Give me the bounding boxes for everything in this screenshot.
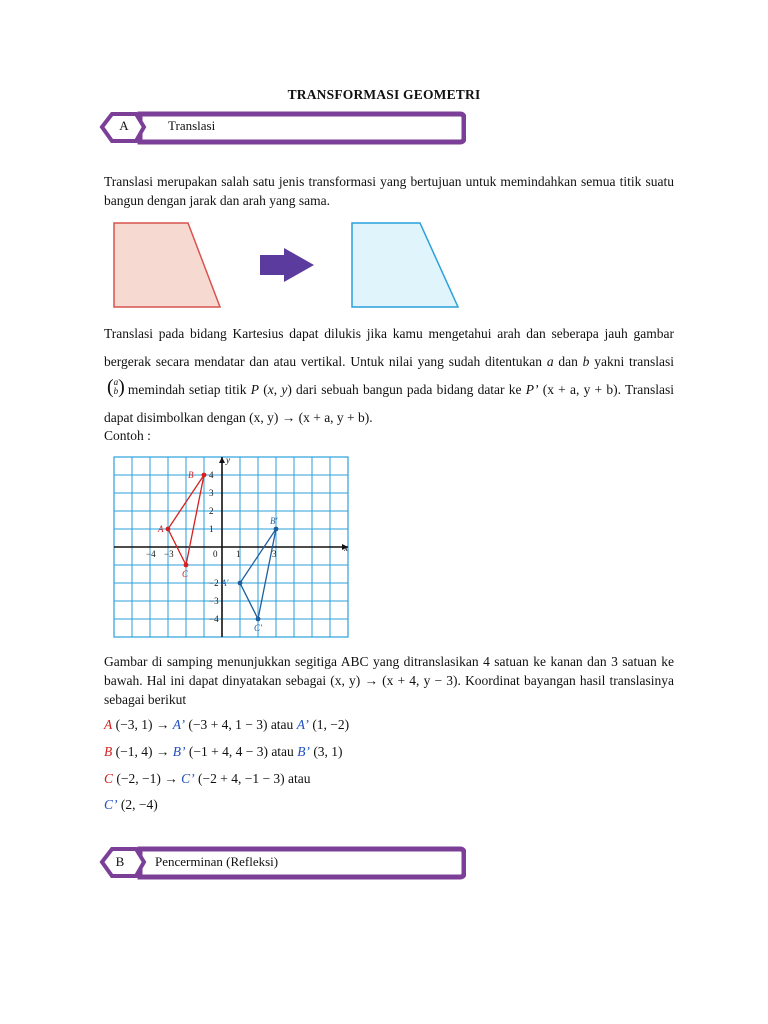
x-tick-label: 0 [213, 549, 218, 559]
x-tick-label: −4 [146, 549, 156, 559]
intro-paragraph: Translasi merupakan salah satu jenis transformasi yang bertujuan untuk memindahkan semua titik suatu bangun dengan jarak dan arah yang sama. [104, 174, 674, 208]
vertex-point [202, 473, 207, 478]
example-label: Contoh : [104, 428, 151, 443]
y-tick-label: 3 [209, 488, 214, 498]
coord-line-c-prime: C’ (2, −4) [104, 797, 158, 812]
section-b-header [98, 845, 466, 881]
translation-vector: (a b) [107, 375, 125, 398]
y-axis-label: y [226, 455, 230, 465]
x-tick-label: 3 [272, 549, 277, 559]
arrow-icon [260, 248, 314, 282]
y-tick-label: −2 [209, 578, 219, 588]
section-b-letter: B [115, 854, 125, 869]
y-tick-label: 2 [209, 506, 214, 516]
vertex-label: B [188, 470, 194, 480]
section-a-letter: A [119, 118, 129, 133]
translation-paragraph: Translasi pada bidang Kartesius dapat dilukis jika kamu mengetahui arah dan seberapa jauh gambar bergerak secara mendatar dan atau vertikal. Untuk nilai yang sudah ditentukan a dan b yakni translasi (a b) memindah setiap titik P (x, y) dari sebuah bangun pada bidang datar ke P’ (x + a, y + b). Translasi dapat disimbolkan dengan (x, y) → (x + a, y + b). [104, 326, 675, 425]
translated-trapezoid [352, 223, 458, 307]
x-tick-label: 1 [236, 549, 241, 559]
original-trapezoid [114, 223, 220, 307]
y-tick-label: −4 [209, 614, 219, 624]
x-axis-label: x [344, 543, 348, 553]
vertex-point [184, 563, 189, 568]
coord-line-c: C (−2, −1) → C’ (−2 + 4, −1 − 3) atau [104, 771, 311, 786]
vertex-label: B′ [270, 516, 278, 526]
x-tick-label: −3 [164, 549, 174, 559]
page-title: TRANSFORMASI GEOMETRI [287, 87, 481, 102]
vertex-point [256, 617, 261, 622]
coord-line-a: A (−3, 1) → A’ (−3 + 4, 1 − 3) atau A’ (1, −2) [104, 717, 350, 732]
vertex-label: C [182, 569, 189, 579]
coordinate-grid-chart [112, 455, 354, 641]
y-tick-label: 4 [209, 470, 214, 480]
section-a-label: Translasi [168, 118, 216, 133]
vertex-label: C′ [254, 623, 262, 633]
coord-line-b: B (−1, 4) → B’ (−1 + 4, 4 − 3) atau B’ (3, 1) [104, 744, 343, 759]
vertex-point [238, 581, 243, 586]
vertex-label: A [158, 524, 164, 534]
translation-illustration [104, 215, 484, 315]
y-tick-label: 1 [209, 524, 214, 534]
vertex-label: A′ [221, 578, 229, 588]
vertex-point [274, 527, 279, 532]
section-b-label: Pencerminan (Refleksi) [155, 854, 279, 869]
example-explanation: Gambar di samping menunjukkan segitiga ABC yang ditranslasikan 4 satuan ke kanan dan 3 satuan ke bawah. Hal ini dapat dinyatakan sebagai (x, y) → (x + 4, y − 3). Koordinat bayangan hasil translasinya sebagai berikut [104, 654, 674, 707]
vertex-point [166, 527, 171, 532]
section-a-header [98, 110, 466, 146]
y-tick-label: −3 [209, 596, 219, 606]
